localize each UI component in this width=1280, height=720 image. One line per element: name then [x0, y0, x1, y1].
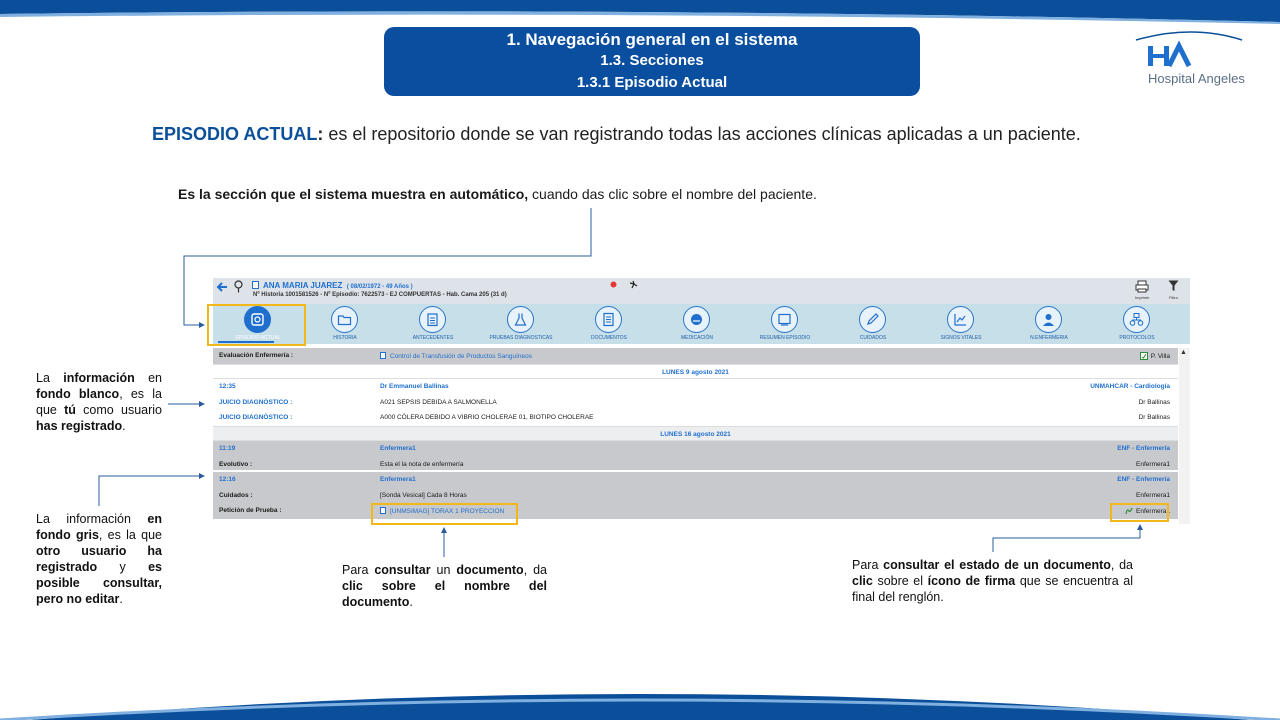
note-text: en — [134, 371, 162, 385]
row-service: ENF - Enfermería — [1117, 476, 1170, 483]
table-row — [213, 379, 1178, 395]
note-text: como usuario — [75, 403, 162, 417]
note-gray-background — [36, 511, 162, 607]
slide-title-box — [384, 27, 920, 96]
highlight-document-link — [371, 503, 518, 525]
scrollbar[interactable] — [1179, 348, 1190, 524]
tab-label: CUIDADOS — [859, 335, 887, 341]
signature-icon[interactable] — [1140, 352, 1148, 360]
tab-resumen-episodio[interactable] — [741, 304, 829, 344]
row-text[interactable]: A021 SEPSIS DEBIDA A SALMONELLA — [380, 398, 497, 406]
logo-text: Hospital Angeles — [1148, 71, 1245, 86]
table-row — [213, 472, 1178, 488]
filter-icon[interactable] — [1168, 280, 1179, 292]
row-label: Evolutivo : — [219, 460, 253, 468]
note-bold: clic — [852, 574, 873, 588]
clipboard-icon — [419, 306, 446, 333]
pill-icon — [683, 306, 710, 333]
note-text: y — [97, 560, 149, 574]
note-text: Para — [342, 563, 375, 577]
note-bold: ícono de firma — [927, 574, 1016, 588]
row-label: Cuidados : — [219, 491, 253, 499]
slide-subsubtitle: 1.3.1 Episodio Actual — [576, 74, 728, 91]
section-description-bold: Es la sección que el sistema muestra en automático, — [178, 186, 529, 202]
episode-rows — [213, 348, 1178, 519]
tab-label: RESUMEN EPISODIO — [759, 335, 811, 341]
row-label: JUICIO DIAGNÓSTICO : — [219, 414, 293, 421]
bottom-decorative-band — [0, 676, 1280, 720]
note-text: La — [36, 371, 64, 385]
note-text: . — [409, 595, 413, 609]
document-link-text[interactable]: [UNMSIMAG] TORAX 1 PROYECCION — [390, 508, 505, 515]
date-separator: LUNES 16 agosto 2021 — [213, 426, 1178, 442]
note-text: que se encuentra al final del renglón. — [852, 574, 1133, 604]
flask-icon — [507, 306, 534, 333]
patient-dob: ( 08/02/1972 - 49 Años ) — [346, 284, 413, 290]
tab-label: ANTECEDENTES — [412, 335, 454, 341]
row-label: JUICIO DIAGNÓSTICO : — [219, 398, 293, 406]
note-bold: consultar — [374, 563, 431, 577]
note-text: . — [119, 592, 123, 606]
row-time: 11:19 — [219, 445, 236, 452]
chart-icon — [947, 306, 974, 333]
patient-name-text[interactable]: ANA MARIA JUAREZ — [263, 281, 343, 290]
tab-signos-vitales[interactable] — [917, 304, 1005, 344]
back-arrow-icon[interactable] — [216, 281, 228, 293]
tab-documentos[interactable] — [565, 304, 653, 344]
patient-meta: Nº Historia 1001581526 - Nº Episodio: 7622573 - EJ COMPUERTAS - Hab. Cama 205 (31 d) — [253, 292, 507, 298]
slide-title: 1. Navegación general en el sistema — [506, 30, 798, 49]
table-row — [213, 457, 1178, 473]
intro-keyword: EPISODIO ACTUAL — [152, 124, 318, 144]
note-bold: documento — [456, 563, 524, 577]
table-row — [213, 503, 1178, 519]
app-screenshot — [213, 278, 1190, 524]
table-row[interactable] — [213, 410, 1178, 426]
scroll-up-arrow-icon[interactable]: ▲ — [1180, 349, 1187, 356]
note-bold: en fondo gris — [36, 512, 162, 542]
note-bold: has registrado — [36, 419, 123, 433]
document-link-text[interactable]: Control de Transfusión de Productos Sanguíneos — [390, 353, 533, 360]
row-user: Dr Ballinas — [1138, 414, 1170, 421]
row-service: ENF - Enfermería — [1117, 445, 1170, 452]
top-decorative-band — [0, 0, 1280, 24]
note-bold: clic sobre el nombre del documento — [342, 579, 547, 609]
pencil-icon — [859, 306, 886, 333]
note-text: sobre el — [872, 574, 928, 588]
highlight-episodio-actual-tab — [207, 304, 306, 346]
section-nav-bar — [213, 304, 1190, 344]
row-text[interactable]: A000 CÓLERA DEBIDO A VIBRIO CHOLERAE 01, BIOTIPO CHOLERAE — [380, 414, 594, 421]
printer-icon[interactable] — [1135, 280, 1149, 293]
table-row — [213, 441, 1178, 457]
intro-colon: : — [317, 124, 324, 144]
tab-antecedentes[interactable] — [389, 304, 477, 344]
tab-cuidados[interactable] — [829, 304, 917, 344]
highlight-signature-icon — [1110, 503, 1169, 522]
table-row[interactable] — [213, 395, 1178, 411]
note-text: , es la que — [98, 528, 162, 542]
row-label: Petición de Prueba : — [219, 507, 282, 514]
intro-description: es el repositorio donde se van registrando todas las acciones clínicas aplicadas a un paciente. — [323, 124, 1081, 144]
note-bold: es posible consultar, pero no editar — [36, 560, 162, 606]
date-separator: LUNES 9 agosto 2021 — [213, 364, 1178, 380]
table-row — [213, 488, 1178, 504]
note-text: , da — [1110, 558, 1133, 572]
folder-icon — [331, 306, 358, 333]
signature[interactable] — [1140, 352, 1170, 360]
tab-label: EPISODIO ACTUAL — [235, 335, 281, 341]
row-user: Enfermera1 — [1136, 491, 1170, 499]
tab-label: HISTORIA — [333, 335, 357, 341]
tab-label: PRUEBAS DIAGNOSTICAS — [489, 335, 553, 341]
note-text: La información — [36, 512, 148, 526]
filter-label: Filtro — [1169, 295, 1178, 300]
patient-header — [213, 278, 1190, 304]
nurse-icon — [1035, 306, 1062, 333]
note-text: , da — [523, 563, 547, 577]
row-author: Dr Emmanuel Ballinas — [380, 383, 449, 390]
tab-n-enfermeria[interactable] — [1005, 304, 1093, 344]
row-user: Enfermera1 — [1136, 508, 1170, 515]
person-walking-icon — [629, 280, 638, 289]
note-consult-document — [342, 562, 547, 610]
note-text: Para — [852, 558, 884, 572]
note-signature-status — [852, 557, 1133, 605]
note-bold: información — [63, 371, 135, 385]
print-label: Imprimir — [1135, 295, 1150, 300]
location-pin-icon[interactable] — [233, 280, 244, 293]
row-user: Enfermera1 — [1136, 460, 1170, 468]
note-text: un — [430, 563, 457, 577]
section-description — [178, 186, 817, 202]
protocol-icon — [1123, 306, 1150, 333]
tab-medicacion[interactable] — [653, 304, 741, 344]
note-bold: fondo blanco — [36, 387, 120, 401]
tab-protocolos[interactable] — [1093, 304, 1181, 344]
row-time: 12:35 — [219, 383, 236, 390]
patient-name[interactable] — [263, 281, 413, 290]
tab-historia[interactable] — [301, 304, 389, 344]
summary-icon — [771, 306, 798, 333]
tab-label: PROTOCOLOS — [1119, 335, 1155, 341]
row-time: 12:16 — [219, 476, 236, 483]
patient-file-icon — [252, 281, 259, 289]
note-bold: otro usuario ha registrado — [36, 544, 162, 574]
table-row — [213, 348, 1178, 364]
intro-text — [152, 124, 1081, 145]
tab-label: MEDICACIÓN — [681, 335, 713, 341]
tab-label: DOCUMENTOS — [590, 335, 628, 341]
row-user: Dr Ballinas — [1138, 398, 1170, 406]
document-icon — [595, 306, 622, 333]
row-text: Esta el la nota de enfermería — [380, 460, 464, 468]
document-link[interactable] — [380, 352, 532, 360]
note-white-background — [36, 370, 162, 434]
tab-pruebas-diagnosticas[interactable] — [477, 304, 565, 344]
tab-label: SIGNOS VITALES — [940, 335, 982, 341]
row-author: Enfermera1 — [380, 476, 416, 483]
row-label: Evaluación Enfermería : — [219, 352, 294, 359]
alert-dot-icon — [610, 281, 617, 288]
tab-label: N.ENFERMERIA — [1030, 335, 1068, 341]
note-text: , es la que — [36, 387, 162, 417]
note-bold: consultar el estado de un documento — [883, 558, 1111, 572]
row-service: UNMAHCAR - Cardiología — [1090, 383, 1170, 390]
note-bold: tú — [64, 403, 76, 417]
section-description-rest: cuando das clic sobre el nombre del paciente. — [528, 186, 817, 202]
note-text: . — [122, 419, 126, 433]
slide-subtitle: 1.3. Secciones — [600, 52, 704, 69]
row-user: P. Villa — [1150, 353, 1170, 360]
row-text: [Sonda Vesical] Cada 8 Horas — [380, 491, 467, 499]
document-icon — [380, 352, 386, 359]
row-author: Enfermera1 — [380, 445, 416, 452]
